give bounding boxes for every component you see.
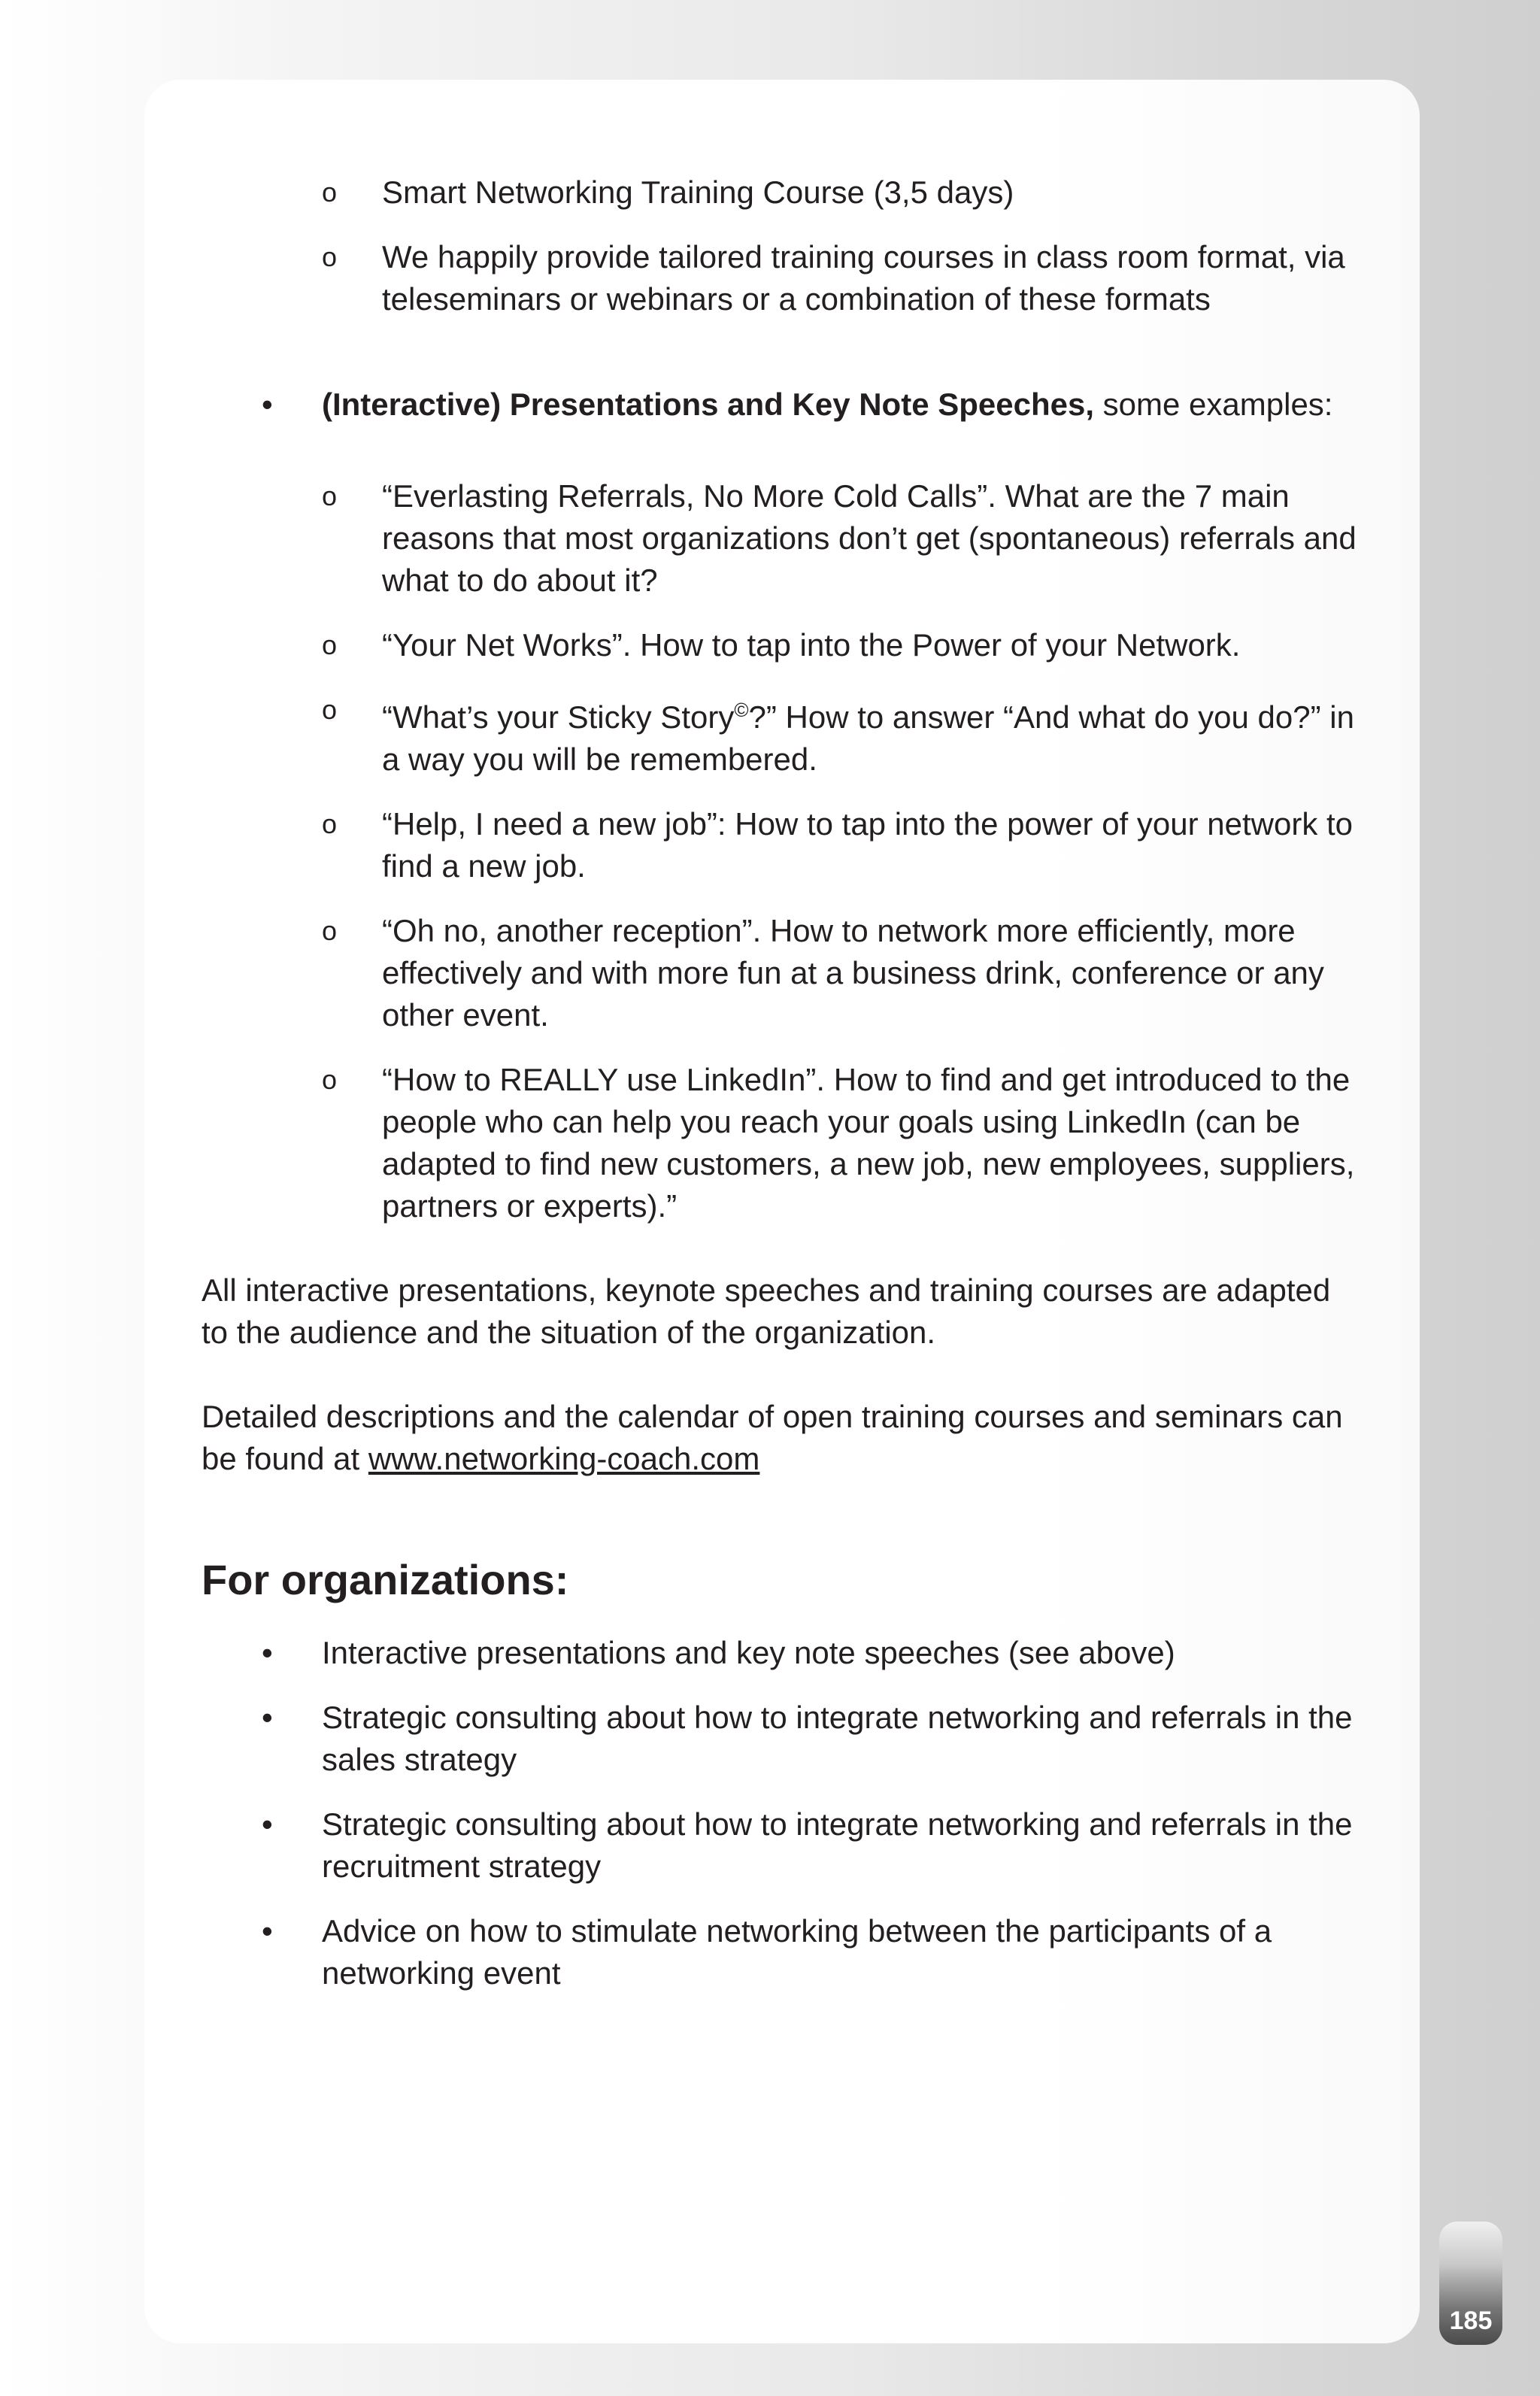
list-item-text: Smart Networking Training Course (3,5 days) <box>382 174 1014 210</box>
list-item <box>202 1059 1360 1227</box>
list-item <box>202 624 1360 666</box>
list-item <box>202 1697 1360 1781</box>
list-item <box>202 171 1360 214</box>
list-item <box>202 803 1360 887</box>
training-course-list <box>202 171 1360 320</box>
bullet-icon: • <box>262 1806 273 1842</box>
hollow-bullet-icon: o <box>322 808 338 839</box>
bullet-icon: • <box>262 1635 273 1670</box>
page-number-tab <box>1439 2222 1502 2345</box>
list-item-text: “How to REALLY use LinkedIn”. How to find and get introduced to the people who can help you reach your goals using LinkedIn (can be adapted to find new customers, a new job, new employees, suppliers, partners or experts).” <box>382 1062 1355 1224</box>
page-number: 185 <box>1449 2307 1493 2335</box>
list-item-text <box>382 699 1354 777</box>
spacer <box>202 448 1360 475</box>
list-item-text: “Everlasting Referrals, No More Cold Calls”. What are the 7 main reasons that most organizations don’t get (spontaneous) referrals and what to do about it? <box>382 478 1357 598</box>
list-item-text-before: “What’s your Sticky Story <box>382 699 735 735</box>
bullet-icon: • <box>262 387 273 422</box>
presentations-intro: some examples: <box>1094 387 1333 422</box>
hollow-bullet-icon: o <box>322 241 338 272</box>
organizations-heading: For organizations: <box>202 1556 569 1603</box>
presentation-list <box>202 475 1360 1227</box>
bullet-icon: • <box>262 1700 273 1735</box>
page-content <box>202 171 1360 2017</box>
list-item-text: “Your Net Works”. How to tap into the Power of your Network. <box>382 627 1241 663</box>
list-item-text: We happily provide tailored training courses in class room format, via teleseminars or webinars or a combination of these formats <box>382 239 1345 317</box>
list-item-text: Strategic consulting about how to integrate networking and referrals in the recruitment strategy <box>322 1806 1353 1884</box>
hollow-bullet-icon: o <box>322 915 338 946</box>
hollow-bullet-icon: o <box>322 481 338 511</box>
list-item <box>202 1910 1360 1994</box>
hollow-bullet-icon: o <box>322 629 338 660</box>
spacer <box>202 1250 1360 1269</box>
presentations-heading: (Interactive) Presentations and Key Note Speeches, <box>322 387 1095 422</box>
details-text: Detailed descriptions and the calendar of open training courses and seminars can be found at <box>202 1399 1343 1476</box>
spacer <box>202 343 1360 384</box>
hollow-bullet-icon: o <box>322 694 338 725</box>
list-item <box>202 1803 1360 1888</box>
list-item <box>202 236 1360 320</box>
adapted-paragraph: All interactive presentations, keynote speeches and training courses are adapted to the audience and the situation of the organization. <box>202 1272 1331 1350</box>
details-paragraph <box>202 1396 1360 1480</box>
list-item <box>202 910 1360 1036</box>
list-item-text: Advice on how to stimulate networking between the participants of a networking event <box>322 1913 1272 1991</box>
hollow-bullet-icon: o <box>322 177 338 208</box>
copyright-mark: © <box>734 699 749 721</box>
list-item <box>202 1632 1360 1674</box>
bullet-icon: • <box>262 1913 273 1949</box>
hollow-bullet-icon: o <box>322 1064 338 1095</box>
networking-coach-link[interactable]: www.networking-coach.com <box>368 1441 760 1476</box>
list-item <box>202 689 1360 781</box>
organizations-list <box>202 1632 1360 1994</box>
list-item <box>202 475 1360 602</box>
list-item-text: “Help, I need a new job”: How to tap into the power of your network to find a new job. <box>382 806 1354 884</box>
list-item-text-after: ?” How to answer “And what do you do?” in a way you will be remembered. <box>382 699 1354 777</box>
list-item-text: Interactive presentations and key note speeches (see above) <box>322 1635 1175 1670</box>
presentations-bullet <box>202 384 1360 426</box>
spacer <box>202 1354 1360 1396</box>
list-item-text: Strategic consulting about how to integrate networking and referrals in the sales strategy <box>322 1700 1353 1777</box>
list-item-text: “Oh no, another reception”. How to network more efficiently, more effectively and with more fun at a business drink, conference or any other event. <box>382 913 1324 1033</box>
